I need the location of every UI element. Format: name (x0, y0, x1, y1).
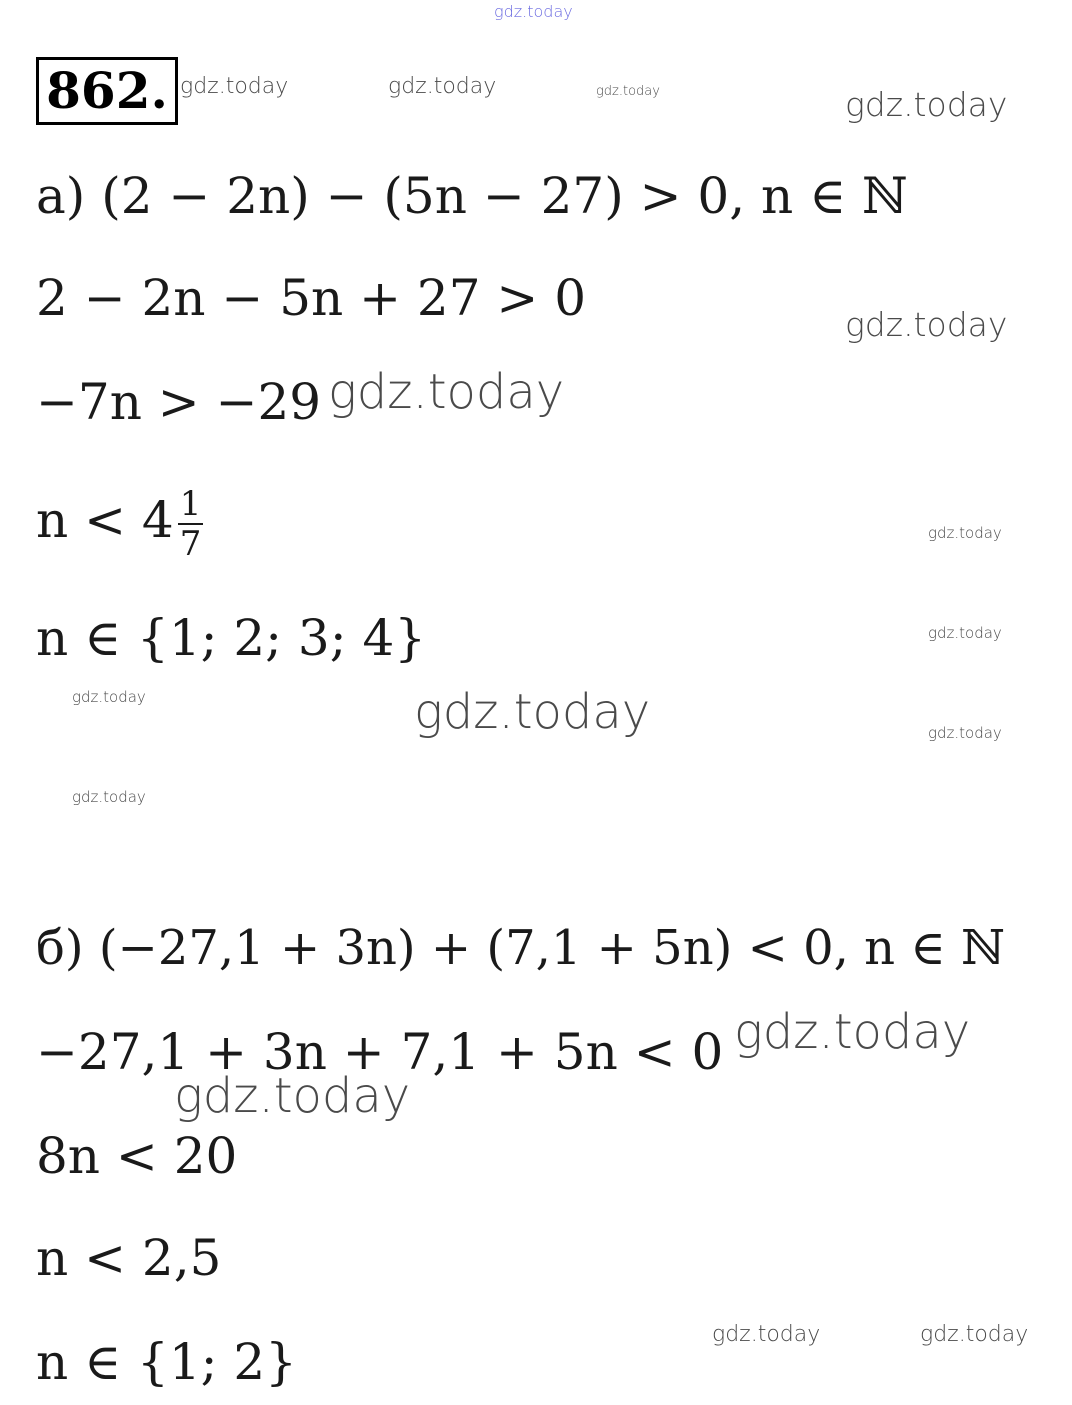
watermark: gdz.today (388, 74, 497, 99)
fraction-denominator: 7 (179, 524, 202, 564)
fraction-numerator: 1 (179, 484, 202, 524)
part-a-line-5: n ∈ {1; 2; 3; 4} (36, 609, 427, 667)
part-b-line-5: n ∈ {1; 2} (36, 1333, 297, 1391)
watermark: gdz.today (734, 1004, 971, 1060)
watermark: gdz.today (174, 1068, 411, 1124)
watermark: gdz.today (72, 788, 146, 806)
part-a-line-2: 2 − 2n − 5n + 27 > 0 (36, 269, 586, 327)
part-b-line-1: б) (−27,1 + 3n) + (7,1 + 5n) < 0, n ∈ ℕ (36, 920, 1005, 976)
part-b-line-4: n < 2,5 (36, 1229, 222, 1287)
part-a-line-4 (36, 480, 203, 563)
watermark: gdz.today (328, 364, 565, 420)
part-a-line-4-text: n < 4 (36, 491, 174, 549)
watermark: gdz.today (845, 85, 1008, 124)
part-b-line-3: 8n < 20 (36, 1127, 238, 1185)
watermark: gdz.today (928, 724, 1002, 742)
watermark: gdz.today (928, 524, 1002, 542)
part-b-line-2: −27,1 + 3n + 7,1 + 5n < 0 (36, 1023, 724, 1081)
watermark: gdz.today (845, 305, 1008, 344)
watermark: gdz.today (180, 74, 289, 99)
watermark: gdz.today (414, 684, 651, 740)
part-a-line-3: −7n > −29 (36, 373, 322, 431)
problem-number: 862. (36, 57, 178, 125)
watermark-top: gdz.today (494, 2, 573, 21)
watermark: gdz.today (920, 1322, 1029, 1347)
watermark: gdz.today (712, 1322, 821, 1347)
watermark: gdz.today (928, 624, 1002, 642)
watermark: gdz.today (72, 688, 146, 706)
fraction (178, 485, 204, 563)
watermark: gdz.today (596, 84, 660, 99)
part-a-line-1: а) (2 − 2n) − (5n − 27) > 0, n ∈ ℕ (36, 167, 908, 225)
